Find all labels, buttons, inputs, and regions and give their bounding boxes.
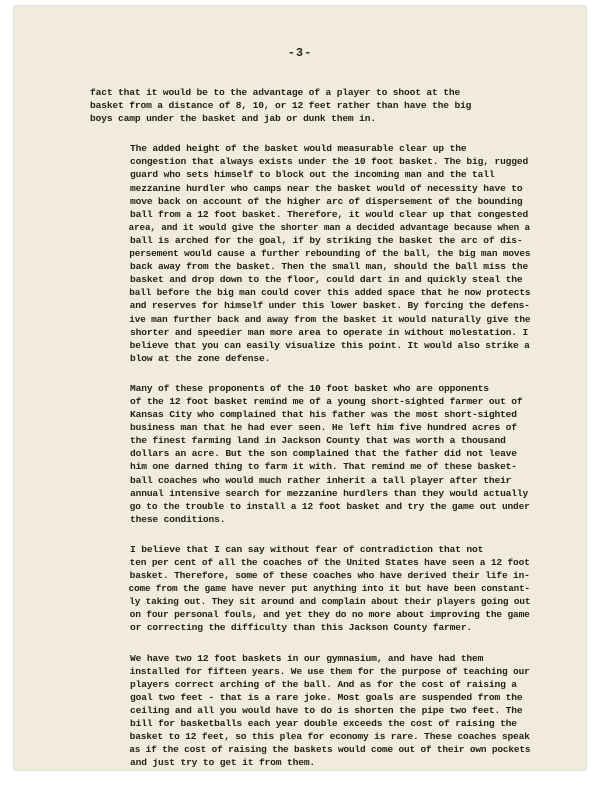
text-line: We have two 12 foot baskets in our gymnasium, and have had them xyxy=(130,652,484,664)
text-line: goal two feet - that is a rare joke. Most goals are suspended from the xyxy=(130,691,523,703)
paragraph-4 xyxy=(90,543,530,635)
text-line: blow at the zone defense. xyxy=(130,352,271,364)
text-line: shorter and speedier man more area to operate in without molestation. I xyxy=(130,326,529,338)
text-line: Many of these proponents of the 10 foot basket who are opponents xyxy=(130,382,489,394)
document-page xyxy=(14,6,586,770)
body-text xyxy=(90,86,530,786)
text-line: of the 12 foot basket remind me of a young short-sighted farmer out of xyxy=(130,395,523,407)
paragraph-3 xyxy=(90,382,530,526)
text-line: I believe that I can say without fear of contradiction that not xyxy=(130,543,484,555)
text-line: congestion that always exists under the 10 foot basket. The big, rugged xyxy=(130,156,529,168)
text-line: area, and it would give the shorter man a decided advantage because when a xyxy=(128,221,530,233)
text-line: and just try to get it from them. xyxy=(130,757,316,769)
text-line: the finest farming land in Jackson County that was worth a thousand xyxy=(130,435,506,447)
text-line: as if the cost of raising the baskets would come out of their own pockets xyxy=(129,744,531,756)
text-line: persement would cause a further rebounding of the ball, the big man moves xyxy=(129,248,531,260)
text-line: him one darned thing to farm it with. That remind me of these basket- xyxy=(130,461,517,473)
text-line: basket to 12 feet, so this plea for economy is rare. These coaches speak xyxy=(129,731,530,743)
text-line: mezzanine hurdler who camps near the basket would of necessity have to xyxy=(130,182,523,194)
text-line: Kansas City who complained that his father was the most short-sighted xyxy=(130,409,517,421)
text-line: basket from a distance of 8, 10, or 12 feet rather than have the big xyxy=(90,100,472,112)
text-line: back away from the basket. Then the small man, should the ball miss the xyxy=(130,261,529,273)
text-line: guard who sets himself to block out the incoming man and the tall xyxy=(130,169,495,181)
text-line: business man that he had ever seen. He left him five hundred acres of xyxy=(130,422,517,434)
text-line: installed for fifteen years. We use them for the purpose of teaching our xyxy=(129,665,530,677)
text-line: believe that you can easily visualize this point. It would also strike a xyxy=(129,339,530,351)
text-line: move back on account of the higher arc of dispersement of the bounding xyxy=(130,195,523,207)
text-line: on four personal fouls, and yet they do no more about improving the game xyxy=(129,609,530,621)
text-line: basket. Therefore, some of these coaches who have derived their life in- xyxy=(129,570,530,582)
text-line: ball is arched for the goal, if by striking the basket the arc of dis- xyxy=(130,234,523,246)
text-line: players correct arching of the ball. And as for the cost of raising a xyxy=(130,678,517,690)
text-line: these conditions. xyxy=(130,513,226,525)
text-line: ball before the big man could cover this added space that he now protects xyxy=(129,287,531,299)
text-line: bill for basketballs each year double exceeds the cost of raising the xyxy=(130,718,517,730)
text-line: ten per cent of all the coaches of the United States have seen a 12 foot xyxy=(129,557,530,568)
text-line: and reserves for himself under this lower basket. By forcing the defens- xyxy=(129,300,530,312)
text-line: boys camp under the basket and jab or dunk them in. xyxy=(90,113,376,125)
text-line: ceiling and all you would have to do is shorten the pipe two feet. The xyxy=(130,704,523,716)
text-line: go to the trouble to install a 12 foot basket and try the game out under xyxy=(129,500,530,512)
text-line: The added height of the basket would measurable clear up the xyxy=(130,143,467,155)
text-line: ive man further back and away from the basket it would naturally give the xyxy=(129,313,531,325)
paragraph-1 xyxy=(90,86,530,125)
text-line: annual intensive search for mezzanine hurdlers than they would actually xyxy=(130,487,529,499)
text-line: basket and drop down to the floor, could dart in and quickly steal the xyxy=(130,274,523,286)
text-line: ly taking out. They sit around and complain about their players going out xyxy=(129,596,531,608)
text-line: come from the game have never put anything into it but have been constant- xyxy=(128,583,530,595)
text-line: ball coaches who would much rather inherit a tall player after their xyxy=(130,474,512,486)
text-line: dollars an acre. But the son complained that the father did not leave xyxy=(130,448,517,460)
paragraph-5 xyxy=(90,652,530,770)
text-line: or correcting the difficulty than this Jackson County farmer. xyxy=(130,622,473,634)
text-line: fact that it would be to the advantage of a player to shoot at the xyxy=(90,87,461,98)
paragraph-2 xyxy=(90,142,530,365)
text-line: ball from a 12 foot basket. Therefore, it would clear up that congested xyxy=(130,208,529,220)
page-number: -3- xyxy=(287,46,313,60)
